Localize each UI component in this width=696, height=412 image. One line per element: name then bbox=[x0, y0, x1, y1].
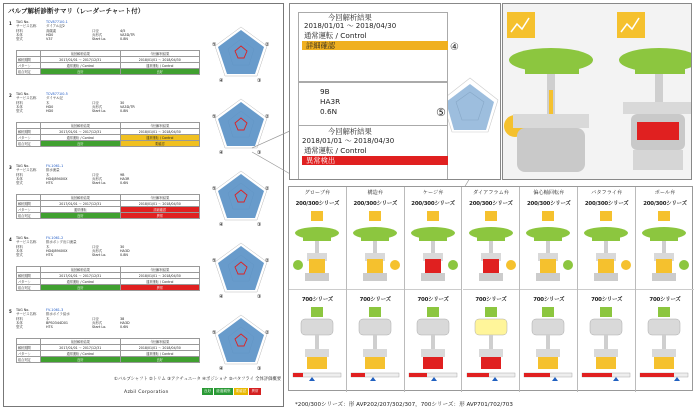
label-cap: 型式 bbox=[16, 181, 23, 186]
header-prev: 前回解析結果 bbox=[41, 339, 121, 345]
zoom-pattern: 通常運転 / Control bbox=[304, 31, 367, 40]
value-kind: HA3R bbox=[120, 176, 130, 181]
legend-check: 要確認 bbox=[235, 389, 247, 393]
value-mat: 木 bbox=[46, 316, 50, 321]
cur-judge: 良好 bbox=[120, 357, 200, 363]
header-prev: 前回解析結果 bbox=[41, 51, 121, 57]
legend-abnormal: 異常 bbox=[251, 389, 259, 393]
valve-icon-700 bbox=[405, 305, 462, 389]
valve-type-name: 構造弁 bbox=[367, 190, 384, 196]
tag-link[interactable]: FV-1061-2 bbox=[46, 236, 64, 240]
zoom-cv: 9B bbox=[320, 87, 330, 96]
company-name: Azbil Corporation bbox=[124, 390, 169, 395]
valve-icon-700 bbox=[347, 305, 404, 389]
zoom-radar-chart bbox=[440, 74, 501, 180]
block-number: 1 bbox=[9, 21, 12, 26]
valve-icon-200 bbox=[405, 209, 462, 287]
label-cap: 型式 bbox=[16, 325, 23, 330]
svg-text:④: ④ bbox=[219, 366, 224, 370]
label-tag: TAG No. bbox=[16, 164, 30, 168]
series-700-label: 700シリーズ bbox=[301, 297, 333, 303]
value-body: HD4J89400X bbox=[46, 176, 68, 181]
zoom-pattern-2: 通常運転 / Control bbox=[304, 146, 367, 155]
series-200-label: 200/300シリーズ bbox=[643, 201, 687, 207]
label-start: Start Lo. bbox=[92, 37, 107, 42]
valve-icon-700 bbox=[520, 305, 577, 389]
header-cur: 今回解析結果 bbox=[120, 195, 200, 201]
label-period: 解析期間 bbox=[17, 129, 41, 135]
value-kind: VA3D/TR bbox=[120, 104, 135, 109]
label-kind: 弁形式 bbox=[92, 176, 103, 181]
label-mat: 材料 bbox=[16, 244, 23, 249]
cur-pattern: 通常運転 / Control bbox=[120, 279, 200, 285]
zoom-judge-check: 詳細確認 bbox=[306, 41, 336, 50]
block-number: 2 bbox=[9, 93, 12, 98]
svg-text:④: ④ bbox=[219, 78, 224, 82]
label-start: Start Lo. bbox=[92, 181, 107, 186]
label-cv: 口径 bbox=[92, 28, 99, 33]
svg-text:②: ② bbox=[265, 42, 270, 48]
zoom-valve-illustration bbox=[503, 4, 692, 180]
value-kind: HA3D bbox=[120, 248, 130, 253]
value-start: 0.8N bbox=[120, 253, 128, 258]
cur-period: 2018/01/01 ～ 2018/04/30 bbox=[120, 273, 200, 279]
label-mat: 材料 bbox=[16, 28, 23, 33]
series-700-label: 700シリーズ bbox=[475, 297, 507, 303]
valve-column bbox=[520, 187, 578, 392]
value-service: 排水ボイラ給水 bbox=[46, 312, 70, 317]
label-mat: 材料 bbox=[16, 172, 23, 177]
prev-judge: 良好 bbox=[41, 69, 121, 75]
label-body: 本体 bbox=[16, 176, 23, 181]
label-cv: 口径 bbox=[92, 100, 99, 105]
value-service: ダイヤル記 bbox=[46, 96, 63, 101]
prev-judge: 良好 bbox=[41, 213, 121, 219]
label-cv: 口径 bbox=[92, 172, 99, 177]
value-start: 0.8N bbox=[120, 37, 128, 42]
series-700-label: 700シリーズ bbox=[649, 297, 681, 303]
label-tag: TAG No. bbox=[16, 92, 30, 96]
cur-judge: 異常 bbox=[120, 213, 200, 219]
label-kind: 弁形式 bbox=[92, 248, 103, 253]
valve-icon-700 bbox=[289, 305, 346, 389]
valve-column bbox=[289, 187, 347, 392]
zoom-panel-report bbox=[289, 3, 501, 180]
header-cur: 今回解析結果 bbox=[120, 123, 200, 129]
value-mat: 木 bbox=[46, 172, 50, 177]
label-start: Start Lo. bbox=[92, 253, 107, 258]
value-service: ダイアル記2 bbox=[46, 24, 65, 29]
prev-pattern: 通常運転 / Control bbox=[41, 279, 121, 285]
series-700-label: 700シリーズ bbox=[591, 297, 623, 303]
value-cap: V37 bbox=[46, 37, 53, 42]
zoom-circle-5: ⑤ bbox=[436, 106, 446, 119]
value-body: HD0 bbox=[46, 104, 54, 109]
value-start: 0.8N bbox=[120, 109, 128, 114]
zoom-start: 0.6N bbox=[320, 107, 338, 116]
value-service: 排水ポンプ出口流量 bbox=[46, 240, 77, 245]
valve-type-name: ケージ弁 bbox=[422, 190, 444, 196]
valve-column bbox=[578, 187, 636, 392]
label-pattern: パターン bbox=[17, 351, 41, 357]
label-period: 解析期間 bbox=[17, 57, 41, 63]
value-cv: 9B bbox=[120, 172, 125, 177]
svg-text:④: ④ bbox=[219, 294, 224, 298]
value-service: 排水流量 bbox=[46, 168, 60, 173]
label-service: サービス名称 bbox=[16, 312, 37, 317]
value-start: 0.6N bbox=[120, 181, 128, 186]
valve-icon-700 bbox=[463, 305, 520, 389]
valve-type-name: ダイアフラム弁 bbox=[472, 190, 509, 196]
svg-text:⑤: ⑤ bbox=[212, 42, 217, 48]
label-kind: 弁形式 bbox=[92, 32, 103, 37]
valve-column bbox=[463, 187, 521, 392]
svg-text:③: ③ bbox=[257, 294, 262, 298]
label-kind: 弁形式 bbox=[92, 320, 103, 325]
series-200-label: 200/300シリーズ bbox=[527, 201, 571, 207]
valve-icon-700 bbox=[636, 305, 693, 389]
value-cap: HTS bbox=[46, 325, 53, 330]
header-cur: 今回解析結果 bbox=[120, 339, 200, 345]
valve-column bbox=[636, 187, 694, 392]
valve-type-name: 偏心軸回転弁 bbox=[533, 190, 565, 196]
value-cap: HTS bbox=[46, 181, 53, 186]
valve-icon-200 bbox=[636, 209, 693, 287]
cur-pattern: 詳細確認 bbox=[120, 207, 200, 213]
value-start: 0.6N bbox=[120, 325, 128, 330]
cur-period: 2018/01/01 ～ 2018/04/30 bbox=[120, 201, 200, 207]
valve-icon-700 bbox=[578, 305, 635, 389]
label-body: 本体 bbox=[16, 104, 23, 109]
svg-text:②: ② bbox=[265, 186, 270, 192]
label-pattern: パターン bbox=[17, 279, 41, 285]
prev-judge: 良好 bbox=[41, 285, 121, 291]
label-body: 本体 bbox=[16, 32, 23, 37]
prev-pattern: 通常運転 / Control bbox=[41, 63, 121, 69]
footnote: *200/300シリーズ：形 AVP202/207/302/307，700シリーズ：形 AVP701/702/703 bbox=[295, 402, 513, 408]
svg-text:④: ④ bbox=[219, 150, 224, 154]
cur-period: 2018/01/01 ～ 2018/04/30 bbox=[120, 345, 200, 351]
prev-period: 2017/01/01 ～ 2017/12/31 bbox=[41, 57, 121, 63]
cur-pattern: 通常運転 / Control bbox=[120, 135, 200, 141]
svg-text:⑤: ⑤ bbox=[212, 114, 217, 120]
value-kind: VA3D/TR bbox=[120, 32, 135, 37]
report-title: バルブ解析診断サマリ（レーダーチャート付） bbox=[8, 7, 145, 15]
cur-pattern: 通常運転 / Control bbox=[120, 63, 200, 69]
valve-icon-200 bbox=[578, 209, 635, 287]
svg-text:④: ④ bbox=[219, 222, 224, 226]
prev-period: 2017/01/01 ～ 2017/12/31 bbox=[41, 201, 121, 207]
legend-good: 良好 bbox=[204, 389, 212, 393]
label-service: サービス名称 bbox=[16, 240, 37, 245]
label-judge: 総合判定 bbox=[17, 213, 41, 219]
svg-text:⑤: ⑤ bbox=[212, 258, 217, 264]
header-prev: 前回解析結果 bbox=[41, 267, 121, 273]
series-200-label: 200/300シリーズ bbox=[584, 201, 629, 207]
value-body: HD0 bbox=[46, 32, 54, 37]
cur-period: 2018/01/01 ～ 2018/04/30 bbox=[120, 57, 200, 63]
legend-watch: 経過観察 bbox=[216, 389, 231, 393]
zoom-period-2: 2018/01/01 ～ 2018/04/30 bbox=[302, 137, 395, 145]
tag-link[interactable]: TCV8771I0-5 bbox=[46, 92, 68, 96]
label-pattern: パターン bbox=[17, 207, 41, 213]
label-cv: 口径 bbox=[92, 316, 99, 321]
prev-judge: 良好 bbox=[41, 357, 121, 363]
label-cap: 型式 bbox=[16, 37, 23, 42]
prev-pattern: 通常運転 / Control bbox=[41, 135, 121, 141]
value-mat: 高碳素 bbox=[46, 28, 57, 33]
prev-pattern: 通常運転 bbox=[41, 207, 121, 213]
svg-text:②: ② bbox=[265, 114, 270, 120]
prev-pattern: 通常運転 / Control bbox=[41, 351, 121, 357]
zoom-kind: HA3R bbox=[320, 97, 341, 106]
label-start: Start Lo. bbox=[92, 109, 107, 114]
value-cap: HTS bbox=[46, 253, 53, 258]
value-cap: HD0 bbox=[46, 109, 54, 114]
value-cv: 4/5 bbox=[120, 28, 126, 33]
label-tag: TAG No. bbox=[16, 236, 30, 240]
prev-period: 2017/01/01 ～ 2017/12/31 bbox=[41, 129, 121, 135]
valve-column bbox=[405, 187, 463, 392]
zoom-panel-valves bbox=[502, 3, 692, 180]
valve-column bbox=[347, 187, 405, 392]
tag-link[interactable]: TCV8771I0-1 bbox=[46, 20, 68, 24]
label-mat: 材料 bbox=[16, 100, 23, 105]
svg-text:③: ③ bbox=[257, 78, 262, 82]
label-service: サービス名称 bbox=[16, 168, 37, 173]
valve-icon-200 bbox=[289, 209, 346, 287]
header-prev: 前回解析結果 bbox=[41, 195, 121, 201]
prev-judge: 良好 bbox=[41, 141, 121, 147]
valve-icon-200 bbox=[463, 209, 520, 287]
label-service: サービス名称 bbox=[16, 96, 37, 101]
label-body: 本体 bbox=[16, 248, 23, 253]
label-service: サービス名称 bbox=[16, 24, 37, 29]
valve-icon-200 bbox=[347, 209, 404, 287]
label-body: 本体 bbox=[16, 320, 23, 325]
svg-text:③: ③ bbox=[257, 222, 262, 226]
series-200-label: 200/300シリーズ bbox=[353, 201, 398, 207]
valve-type-name: ボール弁 bbox=[654, 190, 676, 196]
label-start: Start Lo. bbox=[92, 325, 107, 330]
cur-judge: 良好 bbox=[120, 69, 200, 75]
value-kind: HA3D bbox=[120, 320, 130, 325]
label-pattern: パターン bbox=[17, 63, 41, 69]
header-cur: 今回解析結果 bbox=[120, 51, 200, 57]
label-cap: 型式 bbox=[16, 109, 23, 114]
cur-judge: 異常 bbox=[120, 285, 200, 291]
svg-text:⑤: ⑤ bbox=[212, 330, 217, 336]
label-period: 解析期間 bbox=[17, 273, 41, 279]
svg-text:⑤: ⑤ bbox=[212, 186, 217, 192]
svg-text:②: ② bbox=[265, 330, 270, 336]
series-700-label: 700シリーズ bbox=[533, 297, 565, 303]
label-cap: 型式 bbox=[16, 253, 23, 258]
label-period: 解析期間 bbox=[17, 201, 41, 207]
series-200-label: 200/300シリーズ bbox=[469, 201, 513, 207]
value-body: BPS0344D01 bbox=[46, 320, 69, 325]
zoom-period: 2018/01/01 ～ 2018/04/30 bbox=[304, 22, 397, 30]
cur-judge: 要確認 bbox=[120, 141, 200, 147]
block-number: 3 bbox=[9, 165, 12, 170]
zoom-circle-4: ④ bbox=[450, 42, 459, 53]
label-mat: 材料 bbox=[16, 316, 23, 321]
label-tag: TAG No. bbox=[16, 308, 30, 312]
valve-icon-200 bbox=[520, 209, 577, 287]
value-mat: 木 bbox=[46, 100, 50, 105]
zoom-label-current-2: 今回解析結果 bbox=[328, 127, 372, 136]
valve-type-name: グローブ弁 bbox=[304, 190, 331, 196]
prev-period: 2017/01/01 ～ 2017/12/31 bbox=[41, 345, 121, 351]
svg-text:③: ③ bbox=[257, 366, 262, 370]
label-period: 解析期間 bbox=[17, 345, 41, 351]
label-judge: 総合判定 bbox=[17, 69, 41, 75]
svg-text:②: ② bbox=[265, 258, 270, 264]
series-700-label: 700シリーズ bbox=[359, 297, 391, 303]
prev-period: 2017/01/01 ～ 2017/12/31 bbox=[41, 273, 121, 279]
value-cv: 30 bbox=[120, 244, 125, 249]
valve-type-name: バタフライ弁 bbox=[591, 190, 623, 196]
tag-link[interactable]: FV-1061-3 bbox=[46, 308, 64, 312]
valve-type-grid bbox=[288, 186, 693, 391]
header-cur: 今回解析結果 bbox=[120, 267, 200, 273]
label-cv: 口径 bbox=[92, 244, 99, 249]
legend-text: ①バルブシャフト ②トリム ③アクチュエータ ④ポジショナ ⑤バタフライ 全体評価概要 bbox=[114, 377, 282, 382]
label-tag: TAG No. bbox=[16, 20, 30, 24]
label-judge: 総合判定 bbox=[17, 141, 41, 147]
value-mat: 木 bbox=[46, 244, 50, 249]
block-number: 5 bbox=[9, 309, 12, 314]
value-cv: 38 bbox=[120, 316, 125, 321]
label-judge: 総合判定 bbox=[17, 357, 41, 363]
cur-period: 2018/01/01 ～ 2018/04/30 bbox=[120, 129, 200, 135]
value-cv: 30 bbox=[120, 100, 125, 105]
zoom-judge-abnormal: 異常検出 bbox=[306, 156, 336, 165]
svg-text:③: ③ bbox=[257, 150, 262, 154]
block-number: 4 bbox=[9, 237, 12, 242]
series-200-label: 200/300シリーズ bbox=[411, 201, 455, 207]
cur-pattern: 通常運転 / Control bbox=[120, 351, 200, 357]
series-700-label: 700シリーズ bbox=[417, 297, 449, 303]
label-pattern: パターン bbox=[17, 135, 41, 141]
value-body: HD4J89400X bbox=[46, 248, 68, 253]
label-judge: 総合判定 bbox=[17, 285, 41, 291]
header-prev: 前回解析結果 bbox=[41, 123, 121, 129]
zoom-label-current: 今回解析結果 bbox=[328, 13, 372, 22]
label-kind: 弁形式 bbox=[92, 104, 103, 109]
series-200-label: 200/300シリーズ bbox=[295, 201, 340, 207]
tag-link[interactable]: FV-1061-1 bbox=[46, 164, 64, 168]
